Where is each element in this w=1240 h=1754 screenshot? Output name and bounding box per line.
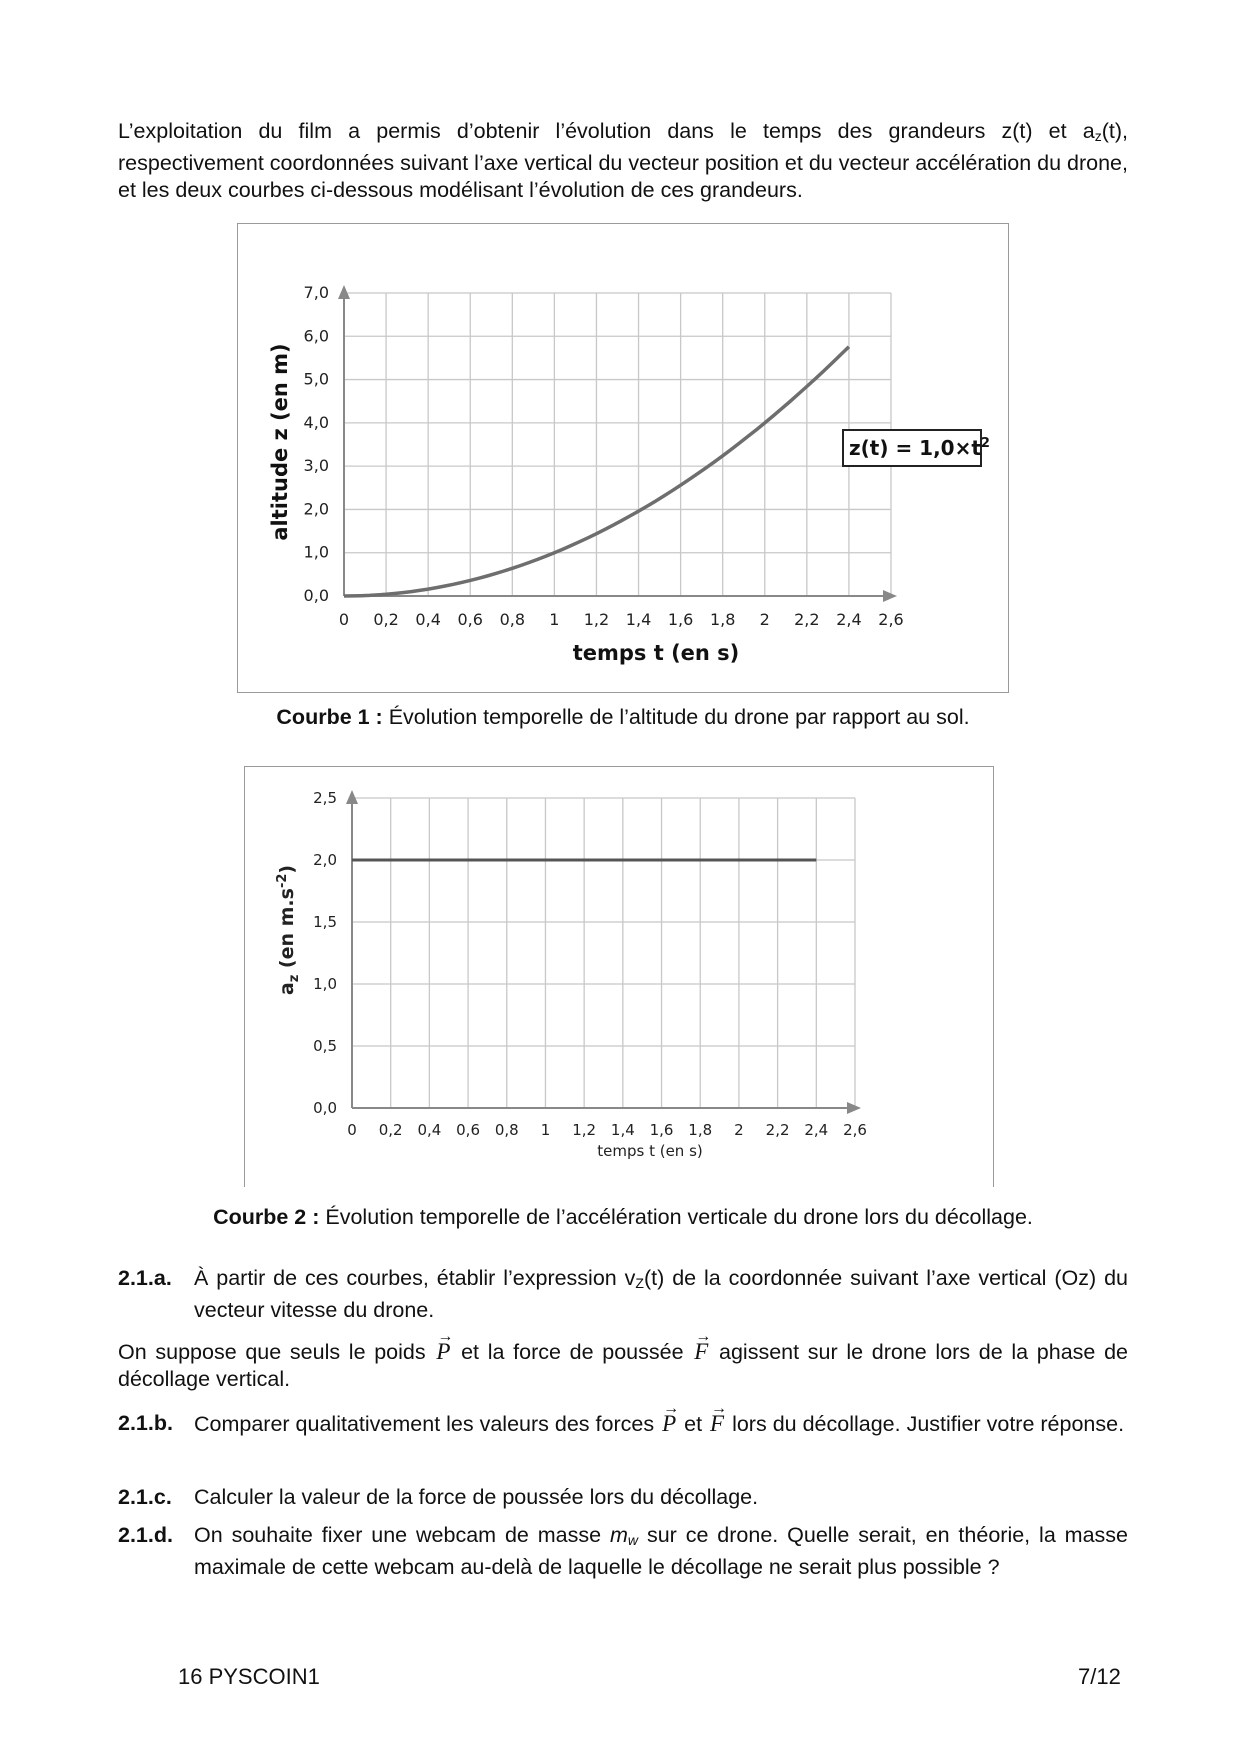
chart1-x-axis-label: temps t (en s) <box>572 641 740 665</box>
y-tick-label: 1,0 <box>303 542 329 562</box>
y-tick-label: 0,0 <box>313 1099 337 1117</box>
y-tick-label: 0,5 <box>313 1037 337 1055</box>
x-tick-label: 1,2 <box>572 1121 597 1139</box>
x-tick-label: 2,2 <box>765 1121 790 1139</box>
vector-f: → F <box>708 1411 726 1436</box>
x-tick-label: 2,6 <box>878 610 904 629</box>
acceleration-chart <box>245 767 993 1187</box>
x-axis-arrow <box>883 590 897 602</box>
vector-f: → F <box>692 1339 710 1364</box>
x-tick-label: 0,6 <box>456 1121 481 1139</box>
x-tick-label: 2 <box>759 610 770 629</box>
y-tick-label: 3,0 <box>303 456 329 476</box>
x-tick-label: 1,4 <box>610 1121 635 1139</box>
chart2-y-axis-label: $a_z$ (en $m.s^{-2}$) <box>275 864 302 996</box>
y-tick-label: 4,0 <box>303 412 329 432</box>
x-tick-label: 0,2 <box>378 1121 403 1139</box>
vector-p: → P <box>434 1339 452 1364</box>
question-2-1-c: 2.1.c. Calculer la valeur de la force de poussée lors du décollage. <box>118 1485 759 1509</box>
y-tick-label: 1,5 <box>313 913 337 931</box>
x-tick-label: 1,8 <box>709 610 736 629</box>
y-axis-arrow <box>346 790 358 804</box>
x-tick-label: 1 <box>549 610 560 629</box>
y-axis-arrow <box>338 285 350 299</box>
question-number: 2.1.c. <box>118 1485 172 1509</box>
intro-text: L’exploitation du film a permis d’obtenir l’évolution dans le temps des grandeurs z(t) et a <box>118 119 1095 143</box>
y-tick-label: 0,0 <box>303 586 329 605</box>
x-tick-label: 0,4 <box>415 610 441 629</box>
x-tick-label: 1,4 <box>625 610 652 629</box>
x-tick-label: 0,6 <box>457 610 483 629</box>
x-tick-label: 2 <box>734 1121 744 1139</box>
footer-page-number: 7/12 <box>1078 1664 1121 1689</box>
y-tick-label: 2,5 <box>313 789 337 807</box>
x-tick-label: 2,2 <box>794 610 820 629</box>
x-tick-label: 1,6 <box>667 610 694 629</box>
chart1-y-axis-label: altitude z (en m) <box>268 343 292 541</box>
y-tick-label: 5,0 <box>303 369 329 389</box>
question-number: 2.1.b. <box>118 1411 173 1435</box>
x-tick-label: 0,2 <box>373 610 399 629</box>
chart2-frame <box>244 766 994 1187</box>
question-2-1-d: 2.1.d. On souhaite fixer une webcam de masse $m_w$ sur ce drone. Quelle serait, en théorie, la masse maximale de cette webcam au-delà de laquelle le décollage ne serait plus possible ? <box>118 1523 1128 1579</box>
formula-label: $z(t) = 1,0\times t^2$ <box>849 436 990 460</box>
x-tick-label: 0,8 <box>494 1121 519 1139</box>
y-tick-label: 7,0 <box>303 283 329 302</box>
hypothesis-paragraph: On suppose que seuls le poids → P et la force de poussée → F agissent sur le drone lors de la phase de décollage vertical. <box>118 1338 1128 1393</box>
x-tick-label: 0,8 <box>499 610 526 629</box>
footer-code: 16 PYSCOIN1 <box>178 1664 320 1689</box>
x-tick-label: 0,4 <box>417 1121 442 1139</box>
y-tick-label: 1,0 <box>313 975 337 993</box>
question-number: 2.1.d. <box>118 1523 173 1547</box>
chart2-x-axis-label: temps t (en s) <box>597 1142 703 1160</box>
intro-paragraph <box>118 118 1128 204</box>
y-tick-label: 6,0 <box>303 326 329 346</box>
question-2-1-b: 2.1.b. Comparer qualitativement les valeurs des forces → P et → F lors du décollage. Justifier votre réponse. <box>118 1410 1128 1438</box>
x-tick-label: 2,4 <box>836 610 862 629</box>
question-number: 2.1.a. <box>118 1266 172 1290</box>
intro-sub: z <box>1094 128 1102 144</box>
altitude-chart <box>238 224 1008 692</box>
vector-p: → P <box>660 1411 678 1436</box>
chart1-frame <box>237 223 1009 693</box>
x-tick-label: 1,2 <box>583 610 610 629</box>
x-tick-label: 2,4 <box>804 1121 829 1139</box>
caption-2: Courbe 2 : Évolution temporelle de l’accélération verticale du drone lors du décollage. <box>213 1205 1033 1229</box>
caption-1: Courbe 1 : Évolution temporelle de l’altitude du drone par rapport au sol. <box>276 705 970 729</box>
x-axis-arrow <box>847 1102 861 1114</box>
intro-text-after: (t), respectivement coordonnées suivant l’axe vertical du vecteur position et du vecteur accélération du drone, et les deux courbes ci-dessous modélisant l’évolution de ces grandeurs. <box>118 119 1128 202</box>
y-tick-label: 2,0 <box>313 851 337 869</box>
x-tick-label: 1,6 <box>649 1121 674 1139</box>
y-tick-label: 2,0 <box>303 499 329 519</box>
x-tick-label: 1 <box>540 1121 551 1139</box>
x-tick-label: 1,8 <box>688 1121 713 1139</box>
x-tick-label: 0 <box>347 1121 357 1139</box>
x-tick-label: 0 <box>338 610 350 629</box>
x-tick-label: 2,6 <box>843 1121 867 1139</box>
question-2-1-a: 2.1.a. À partir de ces courbes, établir l’expression $v_Z(t)$ de la coordonnée suivant l’axe vertical (Oz) du vecteur vitesse du drone. <box>118 1266 1128 1322</box>
